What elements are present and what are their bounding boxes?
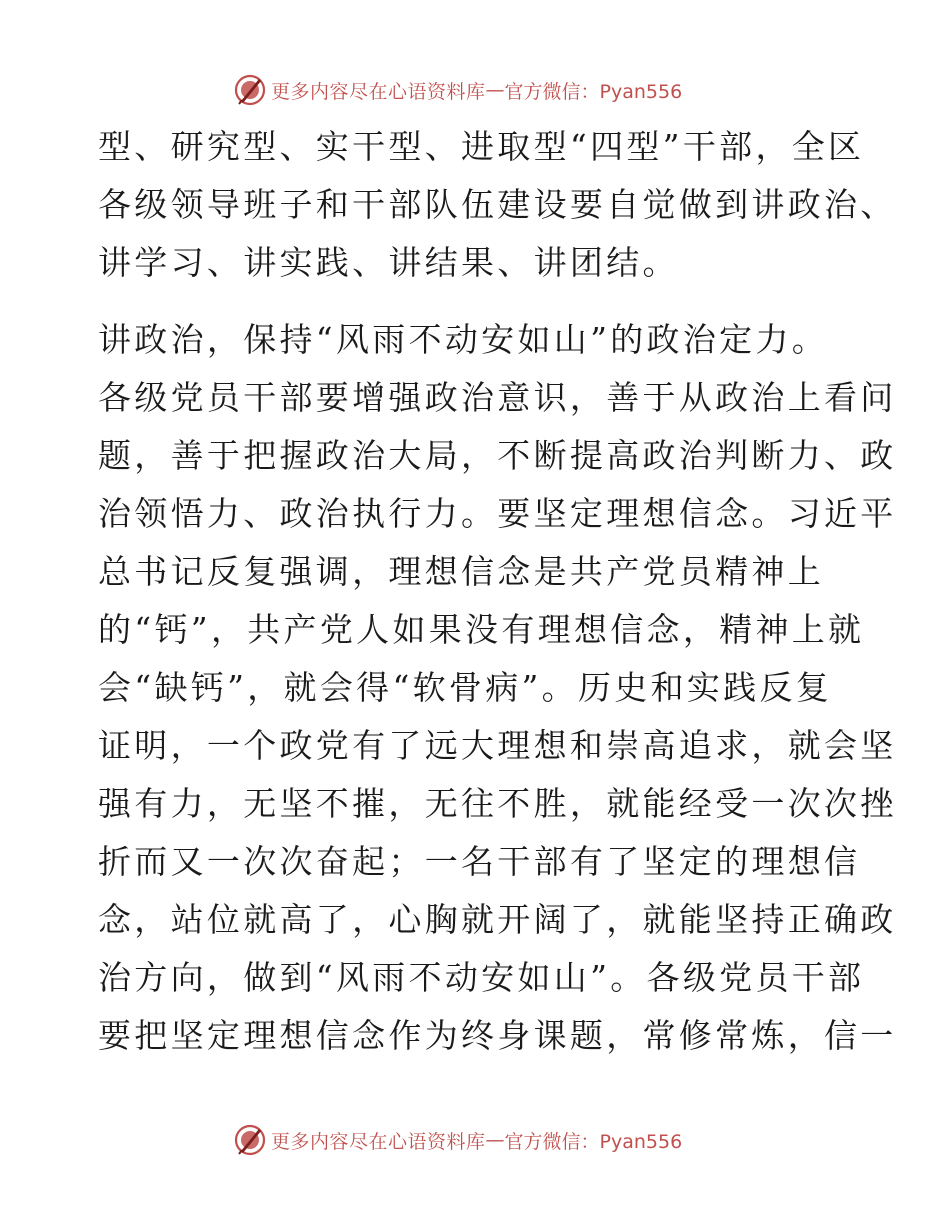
body-line: 讲政治，保持“风雨不动安如山”的政治定力。 [98,320,829,359]
watermark-separator: — [485,1129,505,1151]
body-line: 型、研究型、实干型、进取型“四型”干部，全区 [98,127,865,166]
watermark-contact: 官方微信：Pyan556 [504,1130,683,1153]
watermark-text: 更多内容尽在心语资料库 [271,80,486,103]
body-line: 题，善于把握政治大局，不断提高政治判断力、政 [98,436,897,475]
quill-pen-seal-icon [233,1123,267,1157]
body-line: 治领悟力、政治执行力。要坚定理想信念。习近平 [98,494,897,533]
body-line: 折而又一次次奋起；一名干部有了坚定的理想信 [98,842,861,881]
body-line: 各级党员干部要增强政治意识，善于从政治上看问 [98,378,897,417]
body-line: 讲学习、讲实践、讲结果、讲团结。 [98,243,679,282]
watermark-separator: — [485,79,505,101]
body-line: 各级领导班子和干部队伍建设要自觉做到讲政治、 [98,185,897,224]
body-line: 强有力，无坚不摧，无往不胜，就能经受一次次挫 [98,784,897,823]
body-line: 会“缺钙”，就会得“软骨病”。历史和实践反复 [98,668,833,707]
watermark-text: 更多内容尽在心语资料库 [271,1130,486,1153]
body-line: 要把坚定理想信念作为终身课题，常修常炼，信一 [98,1016,897,1055]
header-watermark [233,72,682,108]
watermark-contact: 官方微信：Pyan556 [504,80,683,103]
body-line: 治方向，做到“风雨不动安如山”。各级党员干部 [98,958,865,997]
quill-pen-seal-icon [233,73,267,107]
body-line: 证明，一个政党有了远大理想和崇高追求，就会坚 [98,726,897,765]
footer-watermark [233,1122,682,1158]
body-line: 念，站位就高了，心胸就开阔了，就能坚持正确政 [98,900,897,939]
body-line: 的“钙”，共产党人如果没有理想信念，精神上就 [98,610,865,649]
body-line: 总书记反复强调，理想信念是共产党员精神上 [98,552,824,591]
